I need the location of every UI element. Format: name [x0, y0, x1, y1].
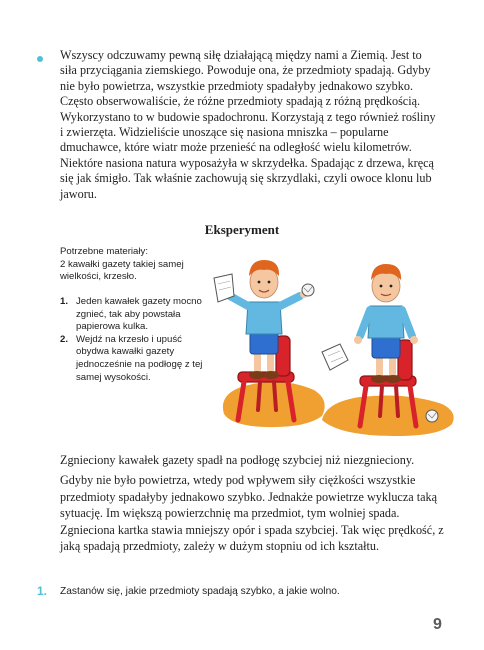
steps-list: [60, 296, 210, 384]
question-number: 1.: [37, 584, 48, 598]
step-item: [60, 296, 210, 334]
bullet-icon: [37, 56, 43, 62]
step-text: Wejdź na krzesło i upuść obydwa kawałki gazety jednocześnie na podłogę z tej samej wysokości.: [76, 333, 203, 383]
experiment-illustration: [210, 244, 460, 444]
experiment-title: Eksperyment: [204, 222, 280, 237]
materials-block: [60, 246, 200, 284]
intro-paragraph: Wszyscy odczuwamy pewną siłę działającą między nami a Ziemią. Jest to siła przyciągania ziemskiego. Powoduje ona, że przedmioty spadają. Gdyby nie było powietrza, wszystkie przedmioty spadałyby jednakowo szybko. Często obserwowaliście, że różne przedmioty spadają z różną prędkością. Wykorzystano to w budowie spadochronu. Korzystają z tego również rośliny i zwierzęta. Widzieliście unoszące się nasiona mniszka – popularne dmuchawce, które wiatr może przenieść na odległość wielu kilometrów. Niektóre nasiona natura wyposażyła w skrzydełka. Spadając z drzewa, kręcą się jak śmigło. Tak właśnie zachowują się skrzydlaki, czyli owoce klonu lub jaworu.: [60, 48, 436, 201]
step-text: Jeden kawałek gazety mocno zgnieć, tak aby powstała papierowa kulka.: [76, 296, 202, 333]
page-number: 9: [433, 616, 442, 633]
step-item: [60, 334, 210, 384]
materials-title: Potrzebne materiały:: [60, 246, 148, 257]
explanation-paragraph: Gdyby nie było powietrza, wtedy pod wpływem siły ciężkości wszystkie przedmioty spadałyby jednakowo szybko. Jednakże powietrze wyklucza taką sytuację. Im większą powierzchnię ma przedmiot, tym wolniej spada. Zgnieciona kartka stawia mniejszy opór i spada szybciej. Tak więc prędkość, z jaką spadają przedmioty, zależy w dużym stopniu od ich kształtu.: [60, 473, 444, 554]
step-number: 2.: [60, 333, 69, 345]
conclusion-text: Zgnieciony kawałek gazety spadł na podłogę szybciej niż niezgnieciony.: [60, 453, 415, 467]
step-number: 1.: [60, 296, 69, 307]
question-text: Zastanów się, jakie przedmioty spadają szybko, a jakie wolno.: [60, 586, 340, 597]
materials-text: 2 kawałki gazety takiej samej wielkości, krzesło.: [60, 258, 184, 283]
